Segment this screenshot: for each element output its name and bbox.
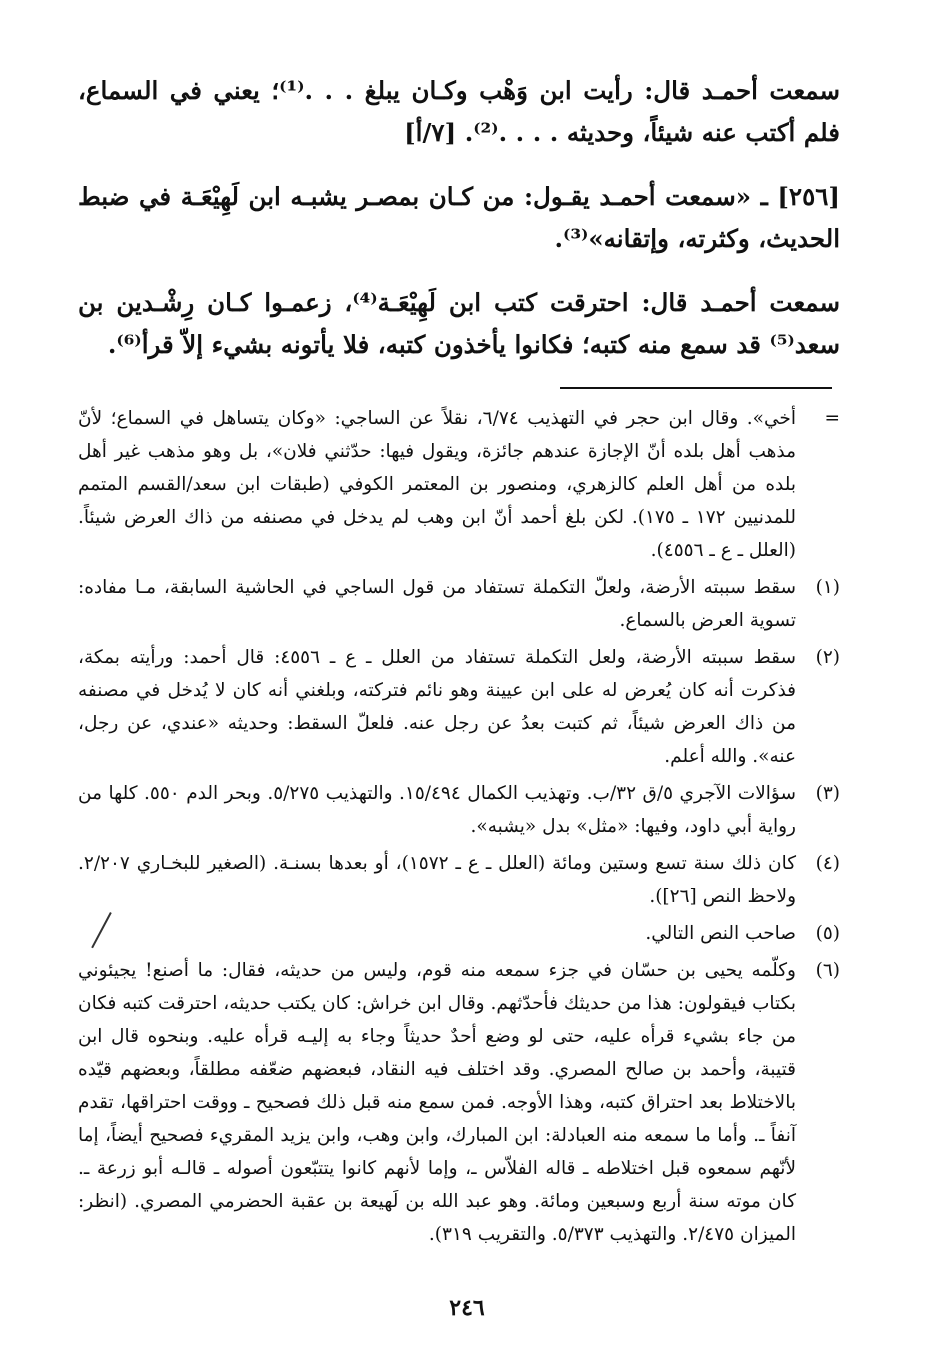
footnote-marker: (٦) xyxy=(815,960,840,981)
footnote-continued xyxy=(78,402,840,567)
footnote-separator xyxy=(560,387,832,389)
footnote-marker: (١) xyxy=(815,577,840,598)
page-number: ٢٤٦ xyxy=(449,1295,485,1321)
paragraph-256: [٢٥٦] ـ «سمعت أحمـد يقـول: من كـان بمصـر يشبـه ابن لَهِيْعَـة في ضبط الحديث، وكثرته، وإتقانه»⁽³⁾. xyxy=(78,182,840,253)
footnote-3 xyxy=(78,777,840,843)
paragraph-3: سمعت أحمـد قال: احترقت كتب ابن لَهِيْعَـة⁽⁴⁾، زعمـوا كـان رِشْـدين بن سعد⁽⁵⁾ قد سمع منه كتبه؛ فكانوا يأخذون كتبه، فلا يأتونه بشيء إلاّ قرأ⁽⁶⁾. xyxy=(78,288,840,359)
footnote-marker: = xyxy=(824,408,840,429)
footnote-text: سؤالات الآجري ٥/ق ٣٢/ب. وتهذيب الكمال ١٥/٤٩٤. والتهذيب ٥/٢٧٥. وبحر الدم ٥٥٠. كلها من رواية أبي داود، وفيها: «مثل» بدل «يشبه». xyxy=(78,783,796,837)
footnote-marker: (٣) xyxy=(815,783,840,804)
footnote-5 xyxy=(78,917,840,950)
footnote-2 xyxy=(78,641,840,773)
footnote-text: سقط سببته الأرضة، ولعلّ التكملة تستفاد من قول الساجي في الحاشية السابقة، مـا مفاده: تسوية العرض بالسماع. xyxy=(78,577,796,631)
footnote-text: أخي». وقال ابن حجر في التهذيب ٦/٧٤، نقلاً عن الساجي: «وكان يتساهل في السماع؛ لأنّ مذهب أهل بلده أنّ الإجازة عندهم جائزة، ويقول فيها: حدّثني فلان»، بل وهو مذهب غير أهل بلده من أهل العلم كالزهري، ومنصور بن المعتمر الكوفي (طبقات ابن سعد/القسم المتمم للمدنيين ١٧٢ ـ ١٧٥). لكن بلغ أحمد أنّ ابن وهب لم يدخل في مصنفه من ذاك العرض شيئاً. (العلل ـ ع ـ ٤٥٥٦). xyxy=(78,408,797,561)
paragraph-1: سمعت أحمـد قال: رأيت ابن وَهْب وكـان يبلغ . . .⁽¹⁾؛ يعني في السماع، فلم أكتب عنه شيئاً، وحديثه . . . .⁽²⁾. [٧/أ] xyxy=(78,76,840,147)
footnote-text: صاحب النص التالي. xyxy=(645,923,796,944)
footnote-1 xyxy=(78,571,840,637)
footnote-text: وكلّمه يحيى بن حسّان في جزء سمعه منه قوم، وليس من حديثه، فقال: ما أصنع! يجيئوني بكتاب فيقولون: هذا من حديثك فأحدّثهم. وقال ابن خراش: كان يكتب حديثه، احترقت كتبه فكان من جاء بشيء قرأه عليه، حتى لو وضع أحدٌ حديثاً وجاء به إليـه قرأه عليه. وبنحوه قال ابن قتيبة، وأحمد بن صالح المصري. وقد اختلف فيه النقاد، فبعضهم ضعّفه مطلقاً، وبعضهم قيّده بالاختلاط بعد احتراق كتبه، وهذا الأوجه. فمن سمع منه قبل ذلك فصحيح ـ ووقت احتراقها، تقدم آنفاً ـ. وأما ما سمعه منه العبادلة: ابن المبارك، وابن وهب، وابن يزيد المقريء فصحيح أيضاً، إما لأنّهم سمعوه قبل اختلاطه ـ قاله الفلاّس ـ، وإما لأنهم كانوا يتتبّعون أصوله ـ قالـه أبو زرعة ـ. كان موته سنة أربع وسبعين ومائة. وهو عبد الله بن لَهيعة بن عقبة الحضرمي المصري. (انظر: الميزان ٢/٤٧٥. والتهذيب ٥/٣٧٣. والتقريب ٣١٩). xyxy=(78,960,796,1245)
footnote-marker: (٢) xyxy=(815,647,840,668)
footnote-marker: (٤) xyxy=(815,853,840,874)
footnotes xyxy=(78,402,840,1255)
footnote-text: كان ذلك سنة تسع وستين ومائة (العلل ـ ع ـ ١٥٧٢)، أو بعدها بسنـة. (الصغير للبخـاري ٢/٢٠٧. ولاحظ النص [٢٦]). xyxy=(78,853,797,907)
main-text xyxy=(78,70,840,388)
footnote-text: سقط سببته الأرضة، ولعل التكملة تستفاد من العلل ـ ع ـ ٤٥٥٦: قال أحمد: ورأيته بمكة، فذكرت أنه كان يُعرض له على ابن عيينة وهو نائم فتركته، وبلغني أنه كان لا يُدخل في مصنفه من ذاك العرض شيئاً، ثم كتبت بعدُ عن رجل عنه. فلعلّ السقط: وحديثه «عندي، عن رجل، عنه». والله أعلم. xyxy=(78,647,797,767)
footnote-4 xyxy=(78,847,840,913)
footnote-marker: (٥) xyxy=(815,923,840,944)
footnote-6 xyxy=(78,954,840,1251)
